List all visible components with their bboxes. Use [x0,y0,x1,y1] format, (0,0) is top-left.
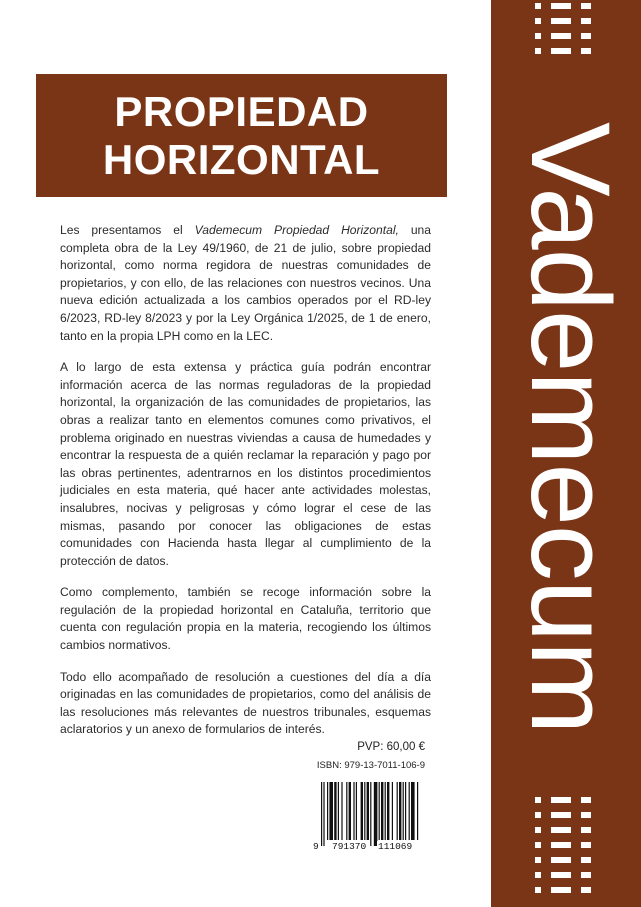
barcode-first-digit: 9 [313,841,319,852]
vertical-title-text: Vademecum [508,122,633,734]
barcode-bar [403,782,404,840]
barcode [311,780,423,858]
barcode-bar [338,782,339,840]
barcode-bar [397,782,398,840]
barcode-bar [367,782,369,840]
barcode-bar [392,782,393,840]
paragraph-3: Como complemento, también se recoge información sobre la regulación de la propiedad horizontal en Cataluña, territorio que cuenta con regulación propia en la materia, recogiendo los últimos cambios normativos. [60,585,431,653]
p1-rest: una completa obra de la Ley 49/1960, de 21 de julio, sobre propiedad horizontal, como norma regidora de nuestras comunidades de propietarios, y con ello, de las relaciones con nuestros vecinos. Una nueva edición actualizada a los cambios operados por el RD-ley 6/2023, RD-ley 8/2023 y por la Ley Orgánica 1/2025, de 1 de enero, tanto en la propia LPH como en la LEC. [60,223,432,343]
barcode-bar [385,782,386,840]
barcode-digits [311,841,423,855]
barcode-bar [329,782,333,840]
barcode-bars [311,780,423,846]
title-box [36,74,447,197]
barcode-bar [364,782,365,840]
barcode-bar [370,782,371,846]
barcode-group-2: 111069 [378,841,413,852]
paragraph-1 [60,222,431,345]
barcode-bar [321,782,322,846]
vertical-title [500,68,640,788]
isbn-label: ISBN: 979-13-7011-106-9 [316,760,425,771]
barcode-bar [417,782,418,840]
barcode-bar [405,782,406,840]
barcode-bar [409,782,410,840]
p1-lead: Les presentamos el [60,223,195,237]
barcode-bar [334,782,336,840]
paragraph-4: Todo ello acompañado de resolución a cuestiones del día a día originadas en las comunidades de propietarios, como del análisis de las resoluciones más relevantes de nuestros tribunales, esquemas aclaratorios y un anexo de formularios de interés. [60,669,431,737]
barcode-bar [361,782,363,840]
barcode-bar [374,782,378,846]
title-line-1: PROPIEDAD [114,87,369,135]
barcode-bar [346,782,347,840]
decorative-stripes-bottom [535,797,595,902]
barcode-bar [379,782,380,840]
p1-book-title: Vademecum Propiedad Horizontal, [194,223,399,237]
barcode-bar [349,782,351,840]
decorative-stripes-top [535,3,595,63]
barcode-bar [327,782,328,840]
barcode-bar [387,782,389,840]
barcode-bar [399,782,401,840]
barcode-bar [353,782,354,840]
barcode-group-1: 791370 [332,841,367,852]
barcode-bar [341,782,342,840]
paragraph-2: A lo largo de esta extensa y práctica guía podrán encontrar información acerca de las normas reguladoras de la propiedad horizontal, la organización de las comunidades de propietarios, las obras a realizar tanto en elementos comunes como privativos, el problema originado en nuestras viviendas a causa de humedades y encontrar la respuesta de a quién reclamar la reparación y pago por las obras pertinentes, adentrarnos en los distintos procedimientos judiciales en esta materia, qué hacer ante actividades molestas, insalubres, nocivas y peligrosas y cómo lograr el cese de las mismas, pasando por conocer las obligaciones de estas comunidades con Hacienda hasta llegar al cumplimiento de la protección de datos. [60,360,431,568]
barcode-bar [323,782,324,846]
price-label: PVP: 60,00 € [357,741,425,753]
title-line-2: HORIZONTAL [102,135,381,183]
barcode-bar [411,782,415,840]
description [60,222,431,753]
barcode-bar [356,782,357,840]
barcode-bar [381,782,383,840]
